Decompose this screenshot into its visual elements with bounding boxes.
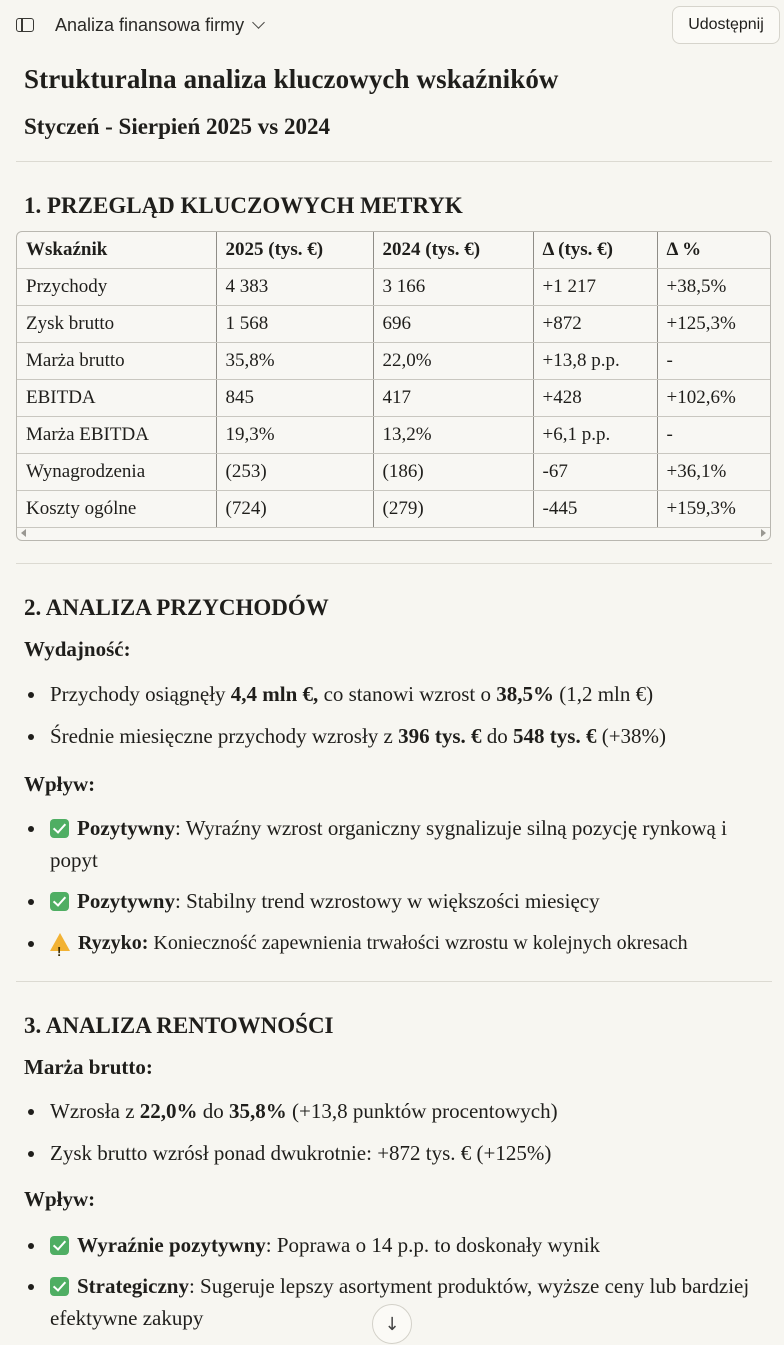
subsection-label: Wpływ: xyxy=(24,772,96,796)
conversation-title-menu[interactable] xyxy=(55,13,263,37)
table-cell: Marża brutto xyxy=(17,343,216,380)
table-cell: (186) xyxy=(373,454,533,491)
bullet-dot xyxy=(28,1284,34,1290)
list-item: Wyraźnie pozytywny: Poprawa o 14 p.p. to doskonały wynik xyxy=(24,1229,776,1261)
page-title: Strukturalna analiza kluczowych wskaźników xyxy=(24,64,559,94)
table-header-cell: 2025 (tys. €) xyxy=(216,232,373,269)
scroll-to-bottom-button[interactable] xyxy=(372,1304,412,1344)
section-heading: 2. ANALIZA PRZYCHODÓW xyxy=(24,595,329,620)
metrics-table-container[interactable] xyxy=(16,231,771,541)
table-header-cell: 2024 (tys. €) xyxy=(373,232,533,269)
table-cell: -445 xyxy=(533,491,657,528)
table-cell: 696 xyxy=(373,306,533,343)
warning-icon xyxy=(50,933,70,951)
table-row xyxy=(17,491,771,528)
table-cell: +872 xyxy=(533,306,657,343)
table-cell: (279) xyxy=(373,491,533,528)
bullet-dot xyxy=(28,1109,34,1115)
list-item: Średnie miesięczne przychody wzrosły z 396 tys. € do 548 tys. € (+38%) xyxy=(24,720,776,752)
check-mark-icon xyxy=(50,1236,69,1255)
table-cell: +38,5% xyxy=(657,269,771,306)
table-cell: 19,3% xyxy=(216,417,373,454)
conversation-title: Analiza finansowa firmy xyxy=(55,14,245,35)
scroll-right-icon[interactable] xyxy=(761,529,766,537)
table-cell: +428 xyxy=(533,380,657,417)
chevron-down-icon xyxy=(252,16,265,29)
table-cell: 3 166 xyxy=(373,269,533,306)
bullet-dot xyxy=(28,734,34,740)
table-cell: +159,3% xyxy=(657,491,771,528)
table-cell: 845 xyxy=(216,380,373,417)
list-item: Pozytywny: Stabilny trend wzrostowy w większości miesięcy xyxy=(24,885,776,917)
table-cell: 35,8% xyxy=(216,343,373,380)
scroll-left-icon[interactable] xyxy=(21,529,26,537)
subsection-label: Marża brutto: xyxy=(24,1055,153,1079)
table-cell: 22,0% xyxy=(373,343,533,380)
bullet-dot xyxy=(28,692,34,698)
table-cell: 1 568 xyxy=(216,306,373,343)
table-header-cell: Δ (tys. €) xyxy=(533,232,657,269)
table-horizontal-scrollbar[interactable] xyxy=(17,526,770,540)
table-header-cell: Wskaźnik xyxy=(17,232,216,269)
table-row xyxy=(17,306,771,343)
sidebar-toggle-button[interactable] xyxy=(14,15,36,35)
table-cell: (724) xyxy=(216,491,373,528)
table-row xyxy=(17,417,771,454)
divider xyxy=(16,563,772,564)
top-bar xyxy=(0,0,784,52)
table-cell: +125,3% xyxy=(657,306,771,343)
table-cell: +1 217 xyxy=(533,269,657,306)
list-item: Strategiczny: Sugeruje lepszy asortyment produktów, wyższe ceny lub bardziej efektywne zakupy xyxy=(24,1270,776,1334)
divider xyxy=(16,161,772,162)
table-cell: (253) xyxy=(216,454,373,491)
table-cell: 4 383 xyxy=(216,269,373,306)
table-cell: Zysk brutto xyxy=(17,306,216,343)
table-cell: +102,6% xyxy=(657,380,771,417)
bullet-dot xyxy=(28,1243,34,1249)
table-cell: EBITDA xyxy=(17,380,216,417)
table-cell: 417 xyxy=(373,380,533,417)
list-item: Przychody osiągnęły 4,4 mln €, co stanowi wzrost o 38,5% (1,2 mln €) xyxy=(24,678,776,710)
divider xyxy=(16,981,772,982)
table-cell: - xyxy=(657,343,771,380)
list-item: Wzrosła z 22,0% do 35,8% (+13,8 punktów procentowych) xyxy=(24,1095,776,1127)
subsection-label: Wydajność: xyxy=(24,637,131,661)
table-row xyxy=(17,343,771,380)
check-mark-icon xyxy=(50,1277,69,1296)
table-cell: Wynagrodzenia xyxy=(17,454,216,491)
table-cell: Przychody xyxy=(17,269,216,306)
list-item: !Ryzyko: Konieczność zapewnienia trwałości wzrostu w kolejnych okresach xyxy=(24,927,776,959)
bullet-dot xyxy=(28,1151,34,1157)
table-cell: Marża EBITDA xyxy=(17,417,216,454)
list-item: Pozytywny: Wyraźny wzrost organiczny sygnalizuje silną pozycję rynkową i popyt xyxy=(24,812,776,876)
table-cell: - xyxy=(657,417,771,454)
table-cell: -67 xyxy=(533,454,657,491)
table-header-row xyxy=(17,232,771,269)
table-row xyxy=(17,269,771,306)
bullet-dot xyxy=(28,941,34,947)
metrics-table xyxy=(17,232,771,528)
table-row xyxy=(17,454,771,491)
section-heading: 3. ANALIZA RENTOWNOŚCI xyxy=(24,1013,334,1038)
table-cell: +13,8 p.p. xyxy=(533,343,657,380)
bullet-dot xyxy=(28,826,34,832)
check-mark-icon xyxy=(50,819,69,838)
bullet-dot xyxy=(28,899,34,905)
share-button[interactable]: Udostępnij xyxy=(672,6,780,44)
section-heading: 1. PRZEGLĄD KLUCZOWYCH METRYK xyxy=(24,193,463,218)
table-cell: Koszty ogólne xyxy=(17,491,216,528)
sidebar-icon xyxy=(16,18,34,32)
table-row xyxy=(17,380,771,417)
table-header-cell: Δ % xyxy=(657,232,771,269)
table-cell: +6,1 p.p. xyxy=(533,417,657,454)
page-subtitle: Styczeń - Sierpień 2025 vs 2024 xyxy=(24,114,331,139)
table-cell: +36,1% xyxy=(657,454,771,491)
subsection-label: Wpływ: xyxy=(24,1187,96,1211)
table-cell: 13,2% xyxy=(373,417,533,454)
list-item: Zysk brutto wzrósł ponad dwukrotnie: +872 tys. € (+125%) xyxy=(24,1137,776,1169)
arrow-down-icon: ↓ xyxy=(384,1313,400,1335)
check-mark-icon xyxy=(50,892,69,911)
